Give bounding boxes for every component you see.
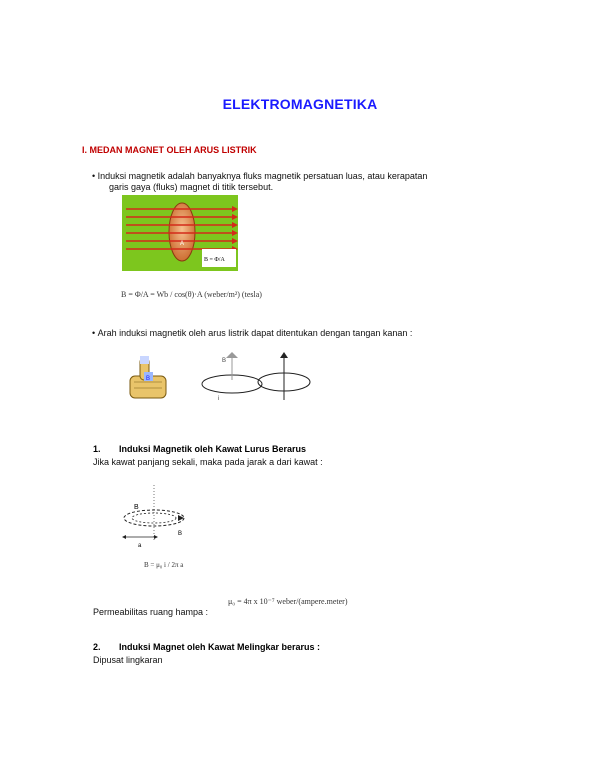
subsection-1-number: 1.: [93, 444, 101, 454]
bullet-dot: •: [92, 328, 98, 338]
figure2-label-b: B: [146, 376, 151, 382]
figure1-formula: B = Φ/A: [204, 257, 225, 263]
subsection-2-heading: [93, 642, 320, 652]
figure1-label-a: A: [180, 241, 185, 247]
bullet-2-text: Arah induksi magnetik oleh arus listrik dapat ditentukan dengan tangan kanan :: [97, 328, 413, 338]
permeability-formula: μ₀ = 4π x 10⁻⁷ weber/(ampere.meter): [228, 597, 348, 606]
subsection-2-number: 2.: [93, 642, 101, 652]
svg-text:B: B: [178, 531, 183, 537]
right-hand-rule-figure: [122, 350, 382, 402]
bullet-1-line1: Induksi magnetik adalah banyaknya fluks magnetik persatuan luas, atau kerapatan: [97, 171, 428, 181]
formula-1: B = Φ/A = Wb / cos(θ)·A (weber/m²) (tesla): [121, 290, 262, 299]
subsection-1-title: Induksi Magnetik oleh Kawat Lurus Berarus: [119, 444, 307, 454]
wire-field-icon: [258, 352, 310, 400]
bullet-2: [92, 327, 412, 339]
bullet-dot: •: [92, 171, 98, 181]
subsection-1-heading: [93, 444, 306, 454]
thumbs-up-icon: [130, 356, 166, 398]
figure3-label-b: B: [134, 504, 139, 511]
svg-text:B: B: [222, 358, 227, 364]
figure3-formula: B = μ₀ i / 2π a: [144, 561, 184, 569]
subsection-2-title: Induksi Magnet oleh Kawat Melingkar berarus :: [119, 642, 321, 652]
straight-wire-figure: [118, 485, 208, 575]
subsection-2-text: Dipusat lingkaran: [93, 655, 163, 665]
figure2-label-i: i: [218, 396, 220, 402]
current-loop-icon: [202, 352, 262, 402]
magnetic-flux-figure: [122, 195, 238, 271]
subsection-1-text: Jika kawat panjang sekali, maka pada jarak a dari kawat :: [93, 457, 323, 467]
figure3-label-a: a: [138, 543, 142, 549]
bullet-1-line2: garis gaya (fluks) magnet di titik tersebut.: [109, 182, 274, 192]
permeability-label: Permeabilitas ruang hampa :: [93, 607, 209, 617]
page-title: ELEKTROMAGNETIKA: [222, 96, 378, 112]
section-heading-1: I. MEDAN MAGNET OLEH ARUS LISTRIK: [82, 145, 257, 155]
